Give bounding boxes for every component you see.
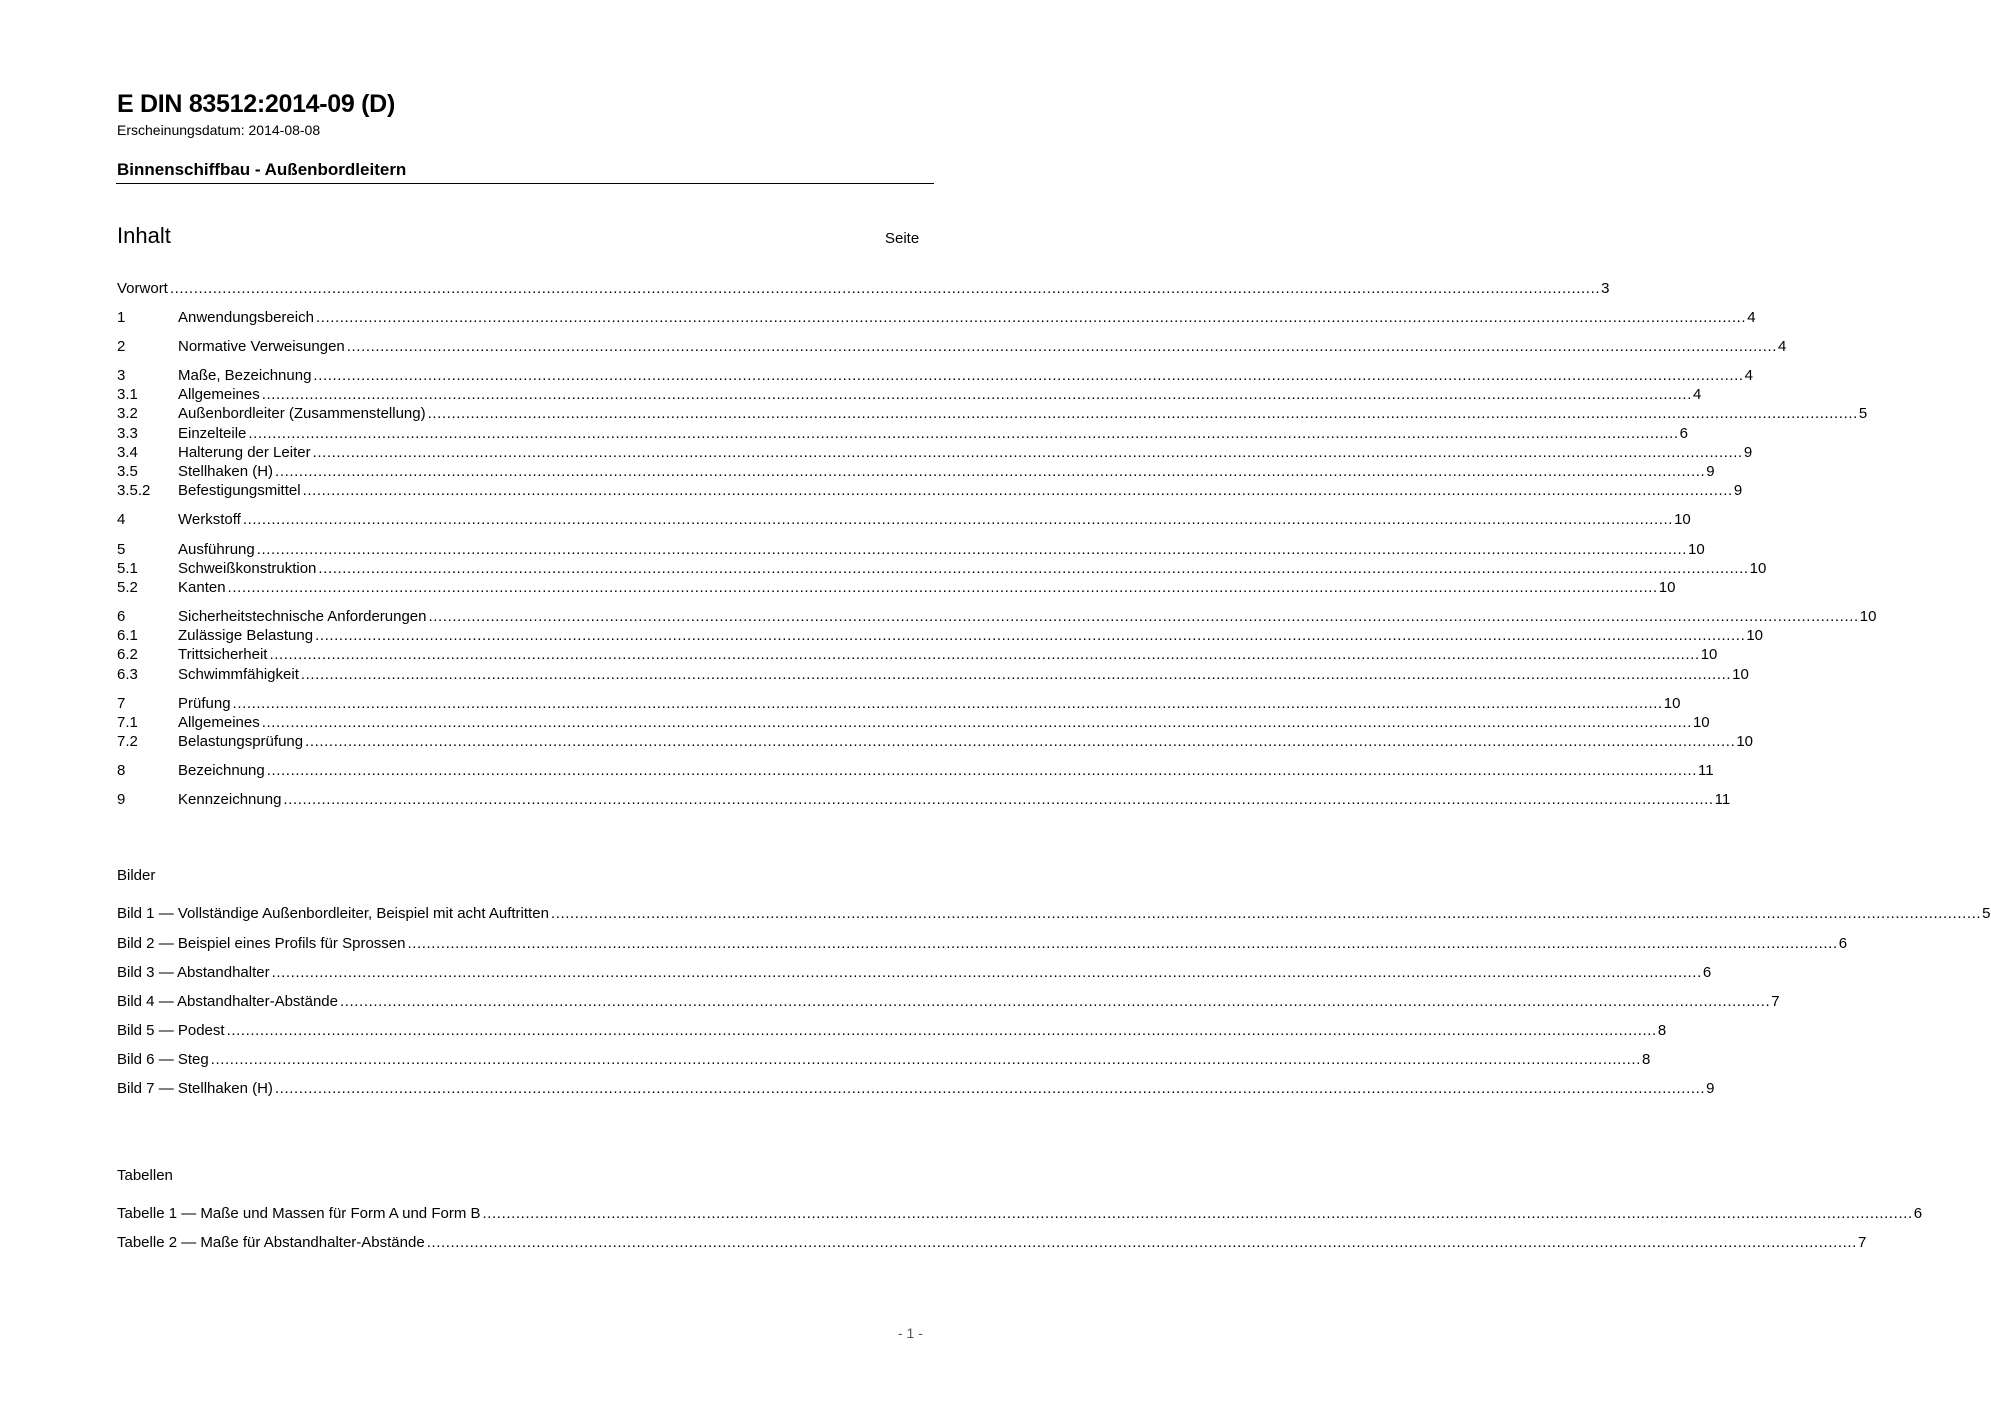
- entry-title: Tabelle 1 — Maße und Massen für Form A und Form B: [117, 1205, 481, 1222]
- dot-leader: ............................................................................................................................................................................................................................................................................................................: [346, 338, 1778, 355]
- entry-page: 10: [1736, 733, 1754, 750]
- dot-leader: ............................................................................................................................................................................................................................................................................................................: [407, 935, 1838, 952]
- figure-entry[interactable]: [117, 1050, 1651, 1069]
- dot-leader: ............................................................................................................................................................................................................................................................................................................: [169, 280, 1601, 297]
- entry-page: 10: [1732, 666, 1749, 683]
- dot-leader: ............................................................................................................................................................................................................................................................................................................: [232, 695, 1663, 712]
- toc-entry[interactable]: [117, 404, 1868, 423]
- entry-page: 5: [1982, 905, 1991, 922]
- dot-leader: ............................................................................................................................................................................................................................................................................................................: [426, 1234, 1857, 1251]
- entry-page: 11: [1697, 762, 1714, 779]
- entry-page: 9: [1743, 444, 1753, 461]
- figure-entry[interactable]: [117, 963, 1712, 982]
- entry-number: 5: [117, 541, 126, 558]
- entry-page: 10: [1700, 646, 1718, 663]
- figure-entry[interactable]: [117, 1021, 1667, 1040]
- entry-number: 7: [117, 695, 126, 712]
- toc-entry[interactable]: [117, 578, 1676, 597]
- entry-title: Schweißkonstruktion: [178, 560, 317, 577]
- entry-title: Bild 6 — Steg: [117, 1051, 209, 1068]
- entry-page: 6: [1679, 425, 1688, 442]
- toc-entry[interactable]: [117, 481, 1743, 500]
- entry-title: Bild 2 — Beispiel eines Profils für Sprossen: [117, 935, 406, 952]
- toc-entry[interactable]: [117, 665, 1749, 684]
- entry-title: Trittsicherheit: [178, 646, 268, 663]
- entry-number: 9: [117, 791, 126, 808]
- entry-title: Kanten: [178, 579, 226, 596]
- entry-number: 6.1: [117, 627, 138, 644]
- entry-title: Schwimmfähigkeit: [178, 666, 299, 683]
- entry-title: Halterung der Leiter: [178, 444, 311, 461]
- toc-entry[interactable]: [117, 790, 1731, 809]
- entry-number: 5.2: [117, 579, 138, 596]
- entry-number: 3: [117, 367, 126, 384]
- entry-number: 3.5.2: [117, 482, 151, 499]
- entry-number: 3.5: [117, 463, 138, 480]
- toc-entry[interactable]: [117, 645, 1718, 664]
- entry-title: Bezeichnung: [178, 762, 265, 779]
- entry-page: 9: [1706, 1080, 1715, 1097]
- entry-page: 6: [1702, 964, 1712, 981]
- dot-leader: ............................................................................................................................................................................................................................................................................................................: [261, 714, 1692, 731]
- page-column-label: Seite: [885, 230, 920, 247]
- dot-leader: ............................................................................................................................................................................................................................................................................................................: [227, 579, 1658, 596]
- toc-entry[interactable]: [117, 424, 1688, 443]
- entry-page: 9: [1706, 463, 1715, 480]
- document-title: Binnenschiffbau - Außenbordleitern: [117, 160, 407, 179]
- toc-entry[interactable]: [117, 462, 1715, 481]
- entry-title: Sicherheitstechnische Anforderungen: [178, 608, 427, 625]
- toc-entry[interactable]: [117, 761, 1714, 780]
- entry-number: 6.2: [117, 646, 138, 663]
- entry-number: 6: [117, 608, 126, 625]
- tables-heading: Tabellen: [117, 1167, 173, 1184]
- dot-leader: ............................................................................................................................................................................................................................................................................................................: [226, 1022, 1657, 1039]
- dot-leader: ............................................................................................................................................................................................................................................................................................................: [482, 1205, 1913, 1222]
- entry-title: Prüfung: [178, 695, 231, 712]
- entry-page: 7: [1771, 993, 1780, 1010]
- entry-page: 3: [1601, 280, 1610, 297]
- entry-title: Zulässige Belastung: [178, 627, 314, 644]
- entry-title: Tabelle 2 — Maße für Abstandhalter-Abstände: [117, 1234, 425, 1251]
- entry-page: 10: [1674, 511, 1691, 528]
- entry-title: Bild 1 — Vollständige Außenbordleiter, Beispiel mit acht Auftritten: [117, 905, 549, 922]
- entry-page: 6: [1913, 1205, 1923, 1222]
- entry-title: Ausführung: [178, 541, 255, 558]
- entry-page: 8: [1657, 1022, 1667, 1039]
- toc-entry[interactable]: [117, 732, 1754, 751]
- toc-entry[interactable]: [117, 607, 1877, 626]
- entry-title: Normative Verweisungen: [178, 338, 345, 355]
- dot-leader: ............................................................................................................................................................................................................................................................................................................: [300, 666, 1732, 683]
- toc-entry[interactable]: [117, 626, 1764, 645]
- entry-title: Bild 7 — Stellhaken (H): [117, 1080, 273, 1097]
- toc-entry[interactable]: [117, 308, 1756, 327]
- entry-number: 7.1: [117, 714, 138, 731]
- entry-page: 4: [1778, 338, 1787, 355]
- entry-title: Anwendungsbereich: [178, 309, 314, 326]
- dot-leader: ............................................................................................................................................................................................................................................................................................................: [274, 1080, 1706, 1097]
- toc-entry[interactable]: [117, 337, 1787, 356]
- dot-leader: ............................................................................................................................................................................................................................................................................................................: [315, 627, 1746, 644]
- entry-number: 5.1: [117, 560, 138, 577]
- entry-page: 4: [1747, 309, 1756, 326]
- entry-page: 4: [1744, 367, 1754, 384]
- entry-title: Vorwort: [117, 280, 168, 297]
- dot-leader: ............................................................................................................................................................................................................................................................................................................: [266, 762, 1697, 779]
- entry-page: 10: [1687, 541, 1705, 558]
- entry-page: 8: [1641, 1051, 1651, 1068]
- dot-leader: ............................................................................................................................................................................................................................................................................................................: [339, 993, 1771, 1010]
- entry-title: Maße, Bezeichnung: [178, 367, 312, 384]
- dot-leader: ............................................................................................................................................................................................................................................................................................................: [256, 541, 1687, 558]
- dot-leader: ............................................................................................................................................................................................................................................................................................................: [305, 733, 1736, 750]
- dot-leader: ............................................................................................................................................................................................................................................................................................................: [318, 560, 1749, 577]
- toc-entry[interactable]: [117, 443, 1753, 462]
- entry-page: 10: [1692, 714, 1710, 731]
- entry-page: 5: [1858, 405, 1868, 422]
- title-rule: [116, 183, 934, 184]
- entry-title: Belastungsprüfung: [178, 733, 304, 750]
- entry-page: 10: [1749, 560, 1767, 577]
- entry-page: 10: [1746, 627, 1764, 644]
- figure-entry[interactable]: [117, 992, 1780, 1011]
- dot-leader: ............................................................................................................................................................................................................................................................................................................: [269, 646, 1700, 663]
- toc-entry[interactable]: [117, 279, 1610, 298]
- entry-page: 9: [1733, 482, 1743, 499]
- entry-title: Bild 5 — Podest: [117, 1022, 225, 1039]
- entry-page: 4: [1692, 386, 1702, 403]
- entry-page: 11: [1714, 791, 1731, 808]
- toc-entry[interactable]: [117, 559, 1767, 578]
- entry-page: 10: [1859, 608, 1877, 625]
- entry-page: 10: [1663, 695, 1681, 712]
- dot-leader: ............................................................................................................................................................................................................................................................................................................: [283, 791, 1714, 808]
- toc-entry[interactable]: [117, 385, 1702, 404]
- entry-title: Befestigungsmittel: [178, 482, 301, 499]
- entry-title: Allgemeines: [178, 714, 260, 731]
- publication-date: Erscheinungsdatum: 2014-08-08: [117, 122, 321, 138]
- entry-title: Bild 4 — Abstandhalter-Abstände: [117, 993, 338, 1010]
- entry-number: 4: [117, 511, 126, 528]
- dot-leader: ............................................................................................................................................................................................................................................................................................................: [428, 608, 1859, 625]
- entry-page: 10: [1658, 579, 1676, 596]
- entry-title: Kennzeichnung: [178, 791, 282, 808]
- entry-number: 3.1: [117, 386, 138, 403]
- toc-entry[interactable]: [117, 540, 1705, 559]
- entry-number: 1: [117, 309, 126, 326]
- entry-number: 7.2: [117, 733, 138, 750]
- entry-title: Allgemeines: [178, 386, 260, 403]
- entry-title: Stellhaken (H): [178, 463, 274, 480]
- entry-number: 6.3: [117, 666, 138, 683]
- toc-heading: Inhalt: [117, 223, 171, 248]
- entry-number: 3.3: [117, 425, 138, 442]
- entry-page: 6: [1838, 935, 1848, 952]
- dot-leader: ............................................................................................................................................................................................................................................................................................................: [210, 1051, 1641, 1068]
- dot-leader: ............................................................................................................................................................................................................................................................................................................: [275, 463, 1706, 480]
- dot-leader: ............................................................................................................................................................................................................................................................................................................: [242, 511, 1674, 528]
- figure-entry[interactable]: [117, 904, 1991, 923]
- dot-leader: ............................................................................................................................................................................................................................................................................................................: [550, 905, 1982, 922]
- dot-leader: ............................................................................................................................................................................................................................................................................................................: [313, 367, 1744, 384]
- entry-number: 8: [117, 762, 126, 779]
- dot-leader: ............................................................................................................................................................................................................................................................................................................: [315, 309, 1747, 326]
- dot-leader: ............................................................................................................................................................................................................................................................................................................: [248, 425, 1679, 442]
- dot-leader: ............................................................................................................................................................................................................................................................................................................: [427, 405, 1858, 422]
- toc-entry[interactable]: [117, 510, 1691, 529]
- toc-entry[interactable]: [117, 694, 1681, 713]
- page-number: - 1 -: [898, 1325, 923, 1341]
- table-entry[interactable]: [117, 1204, 1923, 1223]
- entry-title: Einzelteile: [178, 425, 247, 442]
- dot-leader: ............................................................................................................................................................................................................................................................................................................: [261, 386, 1692, 403]
- figure-entry[interactable]: [117, 1079, 1715, 1098]
- toc-entry[interactable]: [117, 366, 1754, 385]
- entry-number: 3.2: [117, 405, 138, 422]
- dot-leader: ............................................................................................................................................................................................................................................................................................................: [271, 964, 1702, 981]
- doc-number: E DIN 83512:2014-09 (D): [117, 90, 395, 118]
- entry-number: 2: [117, 338, 126, 355]
- figures-heading: Bilder: [117, 867, 156, 884]
- dot-leader: ............................................................................................................................................................................................................................................................................................................: [302, 482, 1733, 499]
- entry-title: Außenbordleiter (Zusammenstellung): [178, 405, 426, 422]
- entry-number: 3.4: [117, 444, 138, 461]
- dot-leader: ............................................................................................................................................................................................................................................................................................................: [312, 444, 1743, 461]
- entry-title: Bild 3 — Abstandhalter: [117, 964, 270, 981]
- entry-title: Werkstoff: [178, 511, 241, 528]
- figure-entry[interactable]: [117, 934, 1848, 953]
- entry-page: 7: [1857, 1234, 1867, 1251]
- toc-entry[interactable]: [117, 713, 1710, 732]
- table-entry[interactable]: [117, 1233, 1867, 1252]
